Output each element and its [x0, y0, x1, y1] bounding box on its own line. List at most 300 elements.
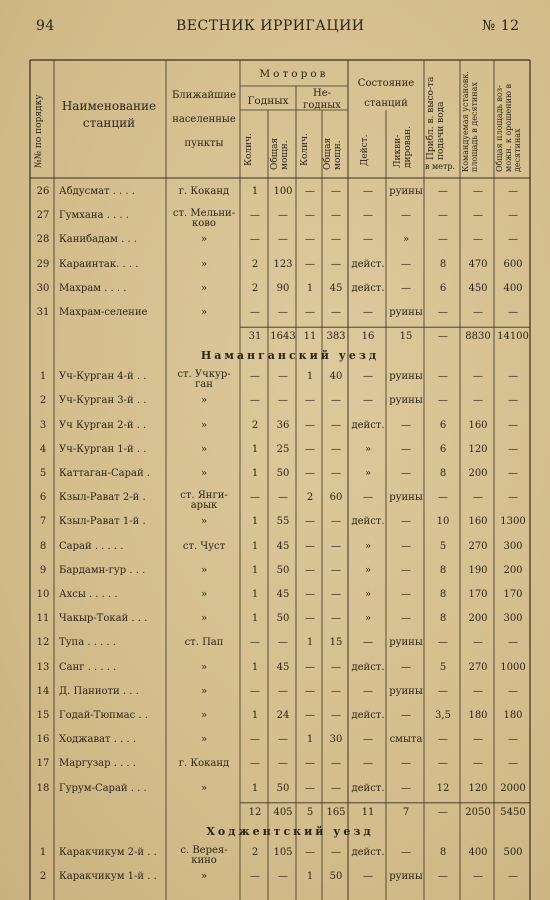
cell-value: —	[250, 871, 260, 882]
cell-value: —	[401, 468, 411, 479]
nearest-point-cont: ково	[192, 218, 216, 230]
cell-value: 10	[436, 516, 450, 528]
cell-value: —	[401, 589, 411, 600]
cell-value: —	[401, 516, 411, 528]
cell-value: 180	[468, 710, 488, 721]
cell-value: —	[305, 468, 315, 479]
station-name: Годай-Тюпмас . .	[59, 710, 148, 721]
nearest-point: ст. Янги-	[180, 490, 228, 502]
col-header-fit-power: Общая мощн.	[270, 137, 290, 170]
cell-value: дейст.	[351, 661, 385, 673]
cell-value: —	[305, 782, 315, 794]
cell-value: —	[438, 186, 448, 197]
cell-value: »	[402, 234, 410, 246]
station-name: Кзыл-Рават 1-й .	[59, 516, 146, 528]
cell-value: 8	[439, 613, 447, 625]
cell-value: 50	[276, 564, 290, 576]
cell-value: —	[305, 846, 315, 858]
cell-value: 36	[276, 419, 290, 431]
cell-value: 12	[436, 782, 450, 794]
row-number: 17	[36, 758, 50, 770]
cell-value: 180	[503, 710, 523, 721]
cell-value: »	[200, 282, 208, 294]
cell-value: 190	[468, 564, 488, 576]
cell-value: »	[200, 516, 208, 528]
cell-value: —	[250, 395, 260, 407]
row-number: 31	[36, 307, 50, 318]
col-header-unfit-count: Колич.	[300, 133, 310, 166]
cell-value: 50	[276, 613, 290, 625]
total-value: 31	[248, 331, 262, 343]
station-name: Каракчикум 2-й . .	[59, 846, 157, 858]
cell-value: —	[401, 782, 411, 794]
cell-value: —	[278, 492, 288, 504]
cell-value: 1	[251, 468, 259, 479]
cell-value: 200	[503, 564, 523, 576]
cell-value: 123	[273, 258, 293, 270]
cell-value: 55	[276, 516, 290, 528]
cell-value: 1	[306, 371, 314, 383]
col-header-motors: Моторов	[259, 68, 329, 80]
total-value: 5450	[500, 806, 526, 818]
cell-value: —	[363, 492, 373, 504]
cell-value: 170	[503, 589, 523, 600]
cell-value: 45	[276, 540, 290, 552]
cell-value: 200	[468, 468, 488, 479]
cell-value: —	[473, 871, 483, 882]
col-header-height: Прибл. в. высо-та подачи вода	[426, 76, 446, 160]
total-value: 11	[303, 331, 317, 343]
cell-value: —	[250, 685, 260, 697]
cell-value: 120	[468, 443, 488, 455]
nearest-point: с. Верея-	[180, 844, 228, 856]
cell-value: —	[363, 186, 373, 197]
cell-value: —	[473, 307, 483, 318]
row-number: 7	[39, 516, 47, 528]
cell-value: 160	[468, 419, 488, 431]
cell-value: —	[363, 685, 373, 697]
station-name: Санг . . . . .	[59, 661, 117, 673]
station-name: Кзыл-Рават 2-й .	[59, 492, 146, 504]
nearest-point: ст. Учкур-	[177, 369, 231, 381]
cell-value: »	[364, 564, 372, 576]
cell-value: —	[278, 685, 288, 697]
cell-value: 1	[251, 186, 259, 197]
station-name: Караинтак. . . .	[59, 258, 139, 270]
col-header-active: Дейст.	[360, 134, 370, 166]
station-name: Махрам . . . .	[59, 282, 127, 294]
cell-value: —	[305, 685, 315, 697]
cell-value: —	[508, 395, 518, 407]
cell-value: »	[200, 734, 208, 746]
cell-value: —	[508, 492, 518, 504]
row-number: 6	[39, 492, 47, 504]
cell-value: —	[331, 782, 341, 794]
cell-value: —	[438, 492, 448, 504]
col-header-unfit: Не-годных	[303, 88, 341, 111]
station-name: Ходжават . . . .	[59, 734, 137, 746]
cell-value: 5	[439, 661, 447, 673]
station-name: Канибадам . . .	[59, 234, 137, 246]
cell-value: »	[200, 710, 208, 721]
cell-value: 60	[329, 492, 343, 504]
station-name: Гурум-Сарай . . .	[59, 782, 147, 794]
cell-value: —	[331, 710, 341, 721]
cell-value: —	[438, 758, 448, 770]
cell-value: —	[278, 395, 288, 407]
cell-value: 400	[468, 846, 488, 858]
cell-value: 45	[329, 282, 343, 294]
cell-value: дейст.	[351, 282, 385, 294]
cell-value: 600	[503, 258, 523, 270]
cell-value: руины	[389, 186, 423, 197]
cell-value: —	[331, 210, 341, 222]
row-number: 2	[39, 871, 47, 882]
cell-value: »	[200, 443, 208, 455]
cell-value: руины	[389, 371, 423, 383]
row-number: 27	[36, 210, 50, 222]
cell-value: —	[473, 210, 483, 222]
station-name: Тупа . . . . .	[59, 637, 116, 649]
cell-value: —	[508, 186, 518, 197]
cell-value: —	[438, 234, 448, 246]
cell-value: —	[401, 210, 411, 222]
cell-value: —	[401, 661, 411, 673]
cell-value: —	[363, 734, 373, 746]
cell-value: —	[401, 846, 411, 858]
cell-value: 1	[251, 661, 259, 673]
cell-value: 6	[439, 282, 447, 294]
cell-value: —	[363, 210, 373, 222]
cell-value: —	[331, 685, 341, 697]
section-title: Ходжентский уезд	[206, 824, 374, 838]
cell-value: —	[363, 307, 373, 318]
cell-value: —	[438, 210, 448, 222]
cell-value: —	[278, 734, 288, 746]
cell-value: »	[200, 589, 208, 600]
station-name: Уч-Курган 4-й . .	[59, 371, 147, 383]
cell-value: руины	[389, 307, 423, 318]
row-number: 8	[39, 540, 47, 552]
issue-number: № 12	[482, 18, 520, 34]
cell-value: 8	[439, 258, 447, 270]
cell-value: г. Коканд	[178, 758, 230, 770]
cell-value: руины	[389, 637, 423, 649]
row-number: 28	[36, 234, 50, 246]
cell-value: —	[331, 395, 341, 407]
journal-title: ВЕСТНИК ИРРИГАЦИИ	[176, 18, 365, 34]
cell-value: 1	[306, 637, 314, 649]
cell-value: —	[305, 589, 315, 600]
cell-value: »	[200, 234, 208, 246]
row-number: 2	[39, 395, 47, 407]
row-number: 1	[39, 371, 47, 383]
station-name: Уч-Курган 1-й . .	[59, 443, 147, 455]
cell-value: 30	[329, 734, 343, 746]
cell-value: —	[508, 871, 518, 882]
cell-value: руины	[389, 871, 423, 882]
cell-value: —	[401, 710, 411, 721]
cell-value: руины	[389, 685, 423, 697]
total-value: 12	[248, 806, 262, 818]
col-header-unfit-power: Общая мощн.	[323, 137, 343, 170]
cell-value: 6	[439, 419, 447, 431]
cell-value: —	[331, 516, 341, 528]
col-header-cmd-area: Командуемая установк. площадь в десятинах	[461, 71, 479, 172]
station-name: Д. Паниоти . . .	[59, 685, 139, 697]
cell-value: »	[200, 258, 208, 270]
row-number: 26	[36, 186, 50, 197]
cell-value: —	[438, 307, 448, 318]
cell-value: —	[508, 371, 518, 383]
cell-value: —	[250, 307, 260, 318]
total-value: 405	[273, 806, 293, 818]
cell-value: —	[305, 395, 315, 407]
col-header-fit-count: Колич.	[244, 133, 254, 166]
row-number: 29	[36, 258, 50, 270]
col-header-num: №№ по порядку	[34, 94, 44, 168]
cell-value: дейст.	[351, 419, 385, 431]
cell-value: 1	[251, 564, 259, 576]
station-name: Каттаган-Сарай .	[59, 468, 150, 479]
cell-value: —	[305, 758, 315, 770]
cell-value: —	[508, 234, 518, 246]
cell-value: —	[305, 234, 315, 246]
row-number: 12	[36, 637, 50, 649]
col-header-nearest: Ближайшие населенные пункты	[171, 90, 237, 149]
cell-value: »	[364, 468, 372, 479]
cell-value: 2000	[500, 782, 526, 794]
cell-value: —	[363, 637, 373, 649]
row-number: 10	[36, 589, 50, 600]
cell-value: —	[331, 419, 341, 431]
cell-value: —	[363, 758, 373, 770]
col-header-fit: Годных	[247, 95, 289, 107]
nearest-point-cont: кино	[191, 854, 217, 866]
col-header-state: Состояние станций	[357, 78, 415, 109]
cell-value: —	[250, 371, 260, 383]
cell-value: —	[331, 846, 341, 858]
cell-value: —	[250, 234, 260, 246]
cell-value: 1	[251, 710, 259, 721]
cell-value: —	[331, 468, 341, 479]
cell-value: —	[473, 492, 483, 504]
cell-value: 120	[468, 782, 488, 794]
station-name: Чакыр-Токай . . .	[59, 613, 148, 625]
row-number: 18	[36, 782, 50, 794]
cell-value: —	[438, 395, 448, 407]
cell-value: —	[508, 685, 518, 697]
cell-value: »	[200, 661, 208, 673]
cell-value: 2	[306, 492, 314, 504]
cell-value: —	[331, 258, 341, 270]
station-name: Гумхана . . . .	[59, 210, 129, 222]
cell-value: —	[438, 371, 448, 383]
cell-value: 24	[276, 710, 290, 721]
cell-value: —	[508, 210, 518, 222]
row-number: 5	[39, 468, 47, 479]
cell-value: —	[305, 613, 315, 625]
row-number: 11	[36, 613, 50, 625]
cell-value: 1	[251, 613, 259, 625]
cell-value: 45	[276, 589, 290, 600]
cell-value: »	[364, 540, 372, 552]
cell-value: 25	[276, 443, 290, 455]
cell-value: г. Коканд	[178, 186, 230, 197]
cell-value: —	[331, 661, 341, 673]
cell-value: »	[364, 613, 372, 625]
cell-value: 50	[329, 871, 343, 882]
cell-value: 1300	[500, 516, 526, 528]
station-name: Каракчикум 1-й . .	[59, 871, 157, 882]
total-value: 14100	[497, 331, 529, 343]
cell-value: ст. Чуст	[182, 540, 226, 552]
cell-value: —	[250, 734, 260, 746]
cell-value: —	[331, 234, 341, 246]
cell-value: —	[508, 758, 518, 770]
col-header-liquidated: Ликви-дирован.	[393, 125, 413, 168]
col-header-name: Наименование станций	[61, 99, 157, 130]
cell-value: —	[305, 307, 315, 318]
cell-value: »	[364, 443, 372, 455]
cell-value: —	[508, 443, 518, 455]
cell-value: 1	[251, 782, 259, 794]
cell-value: 300	[503, 613, 523, 625]
cell-value: 1	[251, 443, 259, 455]
cell-value: дейст.	[351, 846, 385, 858]
cell-value: —	[363, 234, 373, 246]
cell-value: 100	[273, 186, 293, 197]
cell-value: —	[401, 613, 411, 625]
cell-value: 160	[468, 516, 488, 528]
cell-value: —	[278, 637, 288, 649]
cell-value: —	[508, 307, 518, 318]
cell-value: 1	[251, 540, 259, 552]
cell-value: 105	[273, 846, 293, 858]
station-name: Ахсы . . . . .	[59, 589, 118, 600]
cell-value: —	[473, 371, 483, 383]
total-value: 2050	[465, 806, 491, 818]
cell-value: —	[250, 758, 260, 770]
section-title: Наманганский уезд	[200, 349, 380, 363]
cell-value: 6	[439, 443, 447, 455]
nearest-point-cont: ган	[195, 379, 213, 391]
cell-value: —	[401, 282, 411, 294]
cell-value: дейст.	[351, 516, 385, 528]
cell-value: 470	[468, 258, 488, 270]
cell-value: —	[250, 637, 260, 649]
total-value: —	[438, 806, 448, 818]
cell-value: »	[200, 395, 208, 407]
row-number: 13	[36, 661, 50, 673]
row-number: 3	[39, 419, 47, 431]
cell-value: 1	[306, 734, 314, 746]
total-value: 8830	[465, 331, 491, 343]
total-value: 1643	[270, 331, 296, 343]
col-header-area: Общая площадь воз-можн. к орошению в десятинах	[495, 84, 522, 172]
cell-value: —	[331, 589, 341, 600]
cell-value: 1	[251, 516, 259, 528]
cell-value: —	[305, 540, 315, 552]
cell-value: 270	[468, 661, 488, 673]
total-value: 11	[361, 806, 375, 818]
cell-value: —	[473, 234, 483, 246]
cell-value: —	[305, 186, 315, 197]
cell-value: »	[200, 685, 208, 697]
cell-value: —	[401, 758, 411, 770]
cell-value: —	[305, 516, 315, 528]
cell-value: —	[331, 613, 341, 625]
cell-value: 8	[439, 589, 447, 600]
cell-value: 1	[251, 589, 259, 600]
cell-value: —	[438, 871, 448, 882]
cell-value: —	[473, 685, 483, 697]
cell-value: 1000	[500, 661, 526, 673]
cell-value: руины	[389, 395, 423, 407]
cell-value: —	[438, 734, 448, 746]
cell-value: —	[331, 564, 341, 576]
cell-value: —	[401, 564, 411, 576]
station-name: Махрам-селение	[59, 307, 148, 318]
cell-value: ст. Пап	[184, 637, 224, 649]
cell-value: 2	[251, 282, 259, 294]
total-value: 15	[399, 331, 413, 343]
row-number: 4	[39, 443, 47, 455]
cell-value: 50	[276, 782, 290, 794]
station-name: Сарай . . . . .	[59, 540, 124, 552]
cell-value: 50	[276, 468, 290, 479]
cell-value: —	[331, 307, 341, 318]
cell-value: —	[305, 710, 315, 721]
cell-value: »	[200, 468, 208, 479]
cell-value: —	[278, 758, 288, 770]
cell-value: руины	[389, 492, 423, 504]
page-number: 94	[36, 18, 55, 34]
station-name: Абдусмат . . . .	[59, 186, 135, 197]
cell-value: 2	[251, 258, 259, 270]
cell-value: дейст.	[351, 710, 385, 721]
station-name: Уч Курган 2-й . .	[59, 419, 147, 431]
cell-value: —	[278, 307, 288, 318]
cell-value: —	[401, 443, 411, 455]
cell-value: смыта	[389, 734, 423, 746]
total-value: 383	[326, 331, 346, 343]
cell-value: —	[278, 371, 288, 383]
cell-value: »	[200, 613, 208, 625]
row-number: 1	[39, 846, 47, 858]
cell-value: —	[363, 371, 373, 383]
row-number: 16	[36, 734, 50, 746]
cell-value: 400	[503, 282, 523, 294]
row-number: 14	[36, 685, 50, 697]
cell-value: 5	[439, 540, 447, 552]
station-name: Бардамн-гур . . .	[59, 564, 146, 576]
cell-value: —	[331, 758, 341, 770]
cell-value: —	[363, 871, 373, 882]
cell-value: »	[200, 307, 208, 318]
cell-value: —	[363, 395, 373, 407]
cell-value: —	[305, 443, 315, 455]
station-name: Уч-Курган 3-й . .	[59, 395, 147, 407]
cell-value: —	[305, 210, 315, 222]
row-number: 15	[36, 710, 50, 721]
cell-value: —	[250, 210, 260, 222]
cell-value: 8	[439, 846, 447, 858]
cell-value: —	[331, 186, 341, 197]
cell-value: —	[305, 419, 315, 431]
cell-value: —	[401, 540, 411, 552]
col-header-height-unit: в метр.	[425, 162, 456, 171]
